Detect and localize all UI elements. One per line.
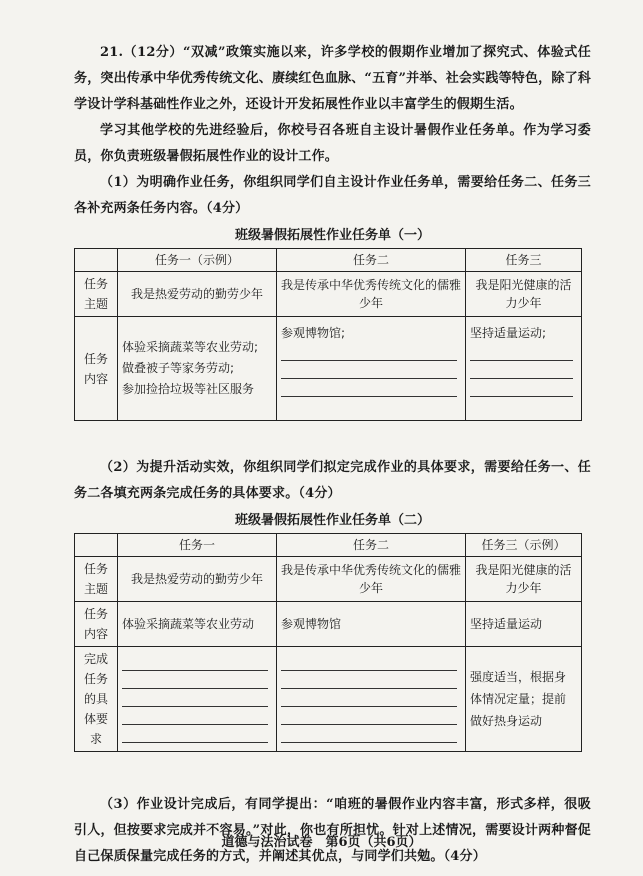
answer-blank-line[interactable]	[281, 364, 457, 379]
table1-theme-task2: 我是传承中华优秀传统文化的儒雅少年	[277, 272, 466, 317]
table2-theme-task2: 我是传承中华优秀传统文化的儒雅少年	[277, 557, 466, 602]
table1-row-content-label: 任务内容	[75, 317, 118, 421]
table2-content-task3: 坚持适量运动	[466, 602, 582, 647]
table1-header-task2: 任务二	[277, 249, 466, 272]
table2-req-task3: 强度适当，根据身体情况定量；提前做好热身运动	[466, 647, 582, 752]
task1-content-item: 体验采摘蔬菜等农业劳动;	[122, 340, 259, 354]
answer-blank-line[interactable]	[122, 656, 268, 671]
table2-header-task3: 任务三（示例）	[466, 534, 582, 557]
answer-blank-line[interactable]	[281, 656, 457, 671]
answer-blank-line[interactable]	[122, 728, 268, 743]
question-part1: （1）为明确作业任务，你组织同学们自主设计作业任务单，需要给任务二、任务三各补充两条任务内容。（4分）	[74, 175, 591, 216]
table2-corner	[75, 534, 118, 557]
answer-blank-line[interactable]	[281, 382, 457, 397]
answer-blank-line[interactable]	[281, 692, 457, 707]
task3-content-item: 坚持适量运动;	[470, 326, 547, 340]
table2-theme-task3: 我是阳光健康的活力少年	[466, 557, 582, 602]
table2-req-task1	[118, 647, 277, 752]
table2-theme-task1: 我是热爱劳动的勤劳少年	[118, 557, 277, 602]
answer-blank-line[interactable]	[470, 346, 573, 361]
table2-header-task2: 任务二	[277, 534, 466, 557]
table1-corner	[75, 249, 118, 272]
table1-content-task2	[277, 317, 466, 421]
task-table-2	[74, 533, 582, 752]
table2-content-task1: 体验采摘蔬菜等农业劳动	[118, 602, 277, 647]
question-intro: 21.（12分）“双减”政策实施以来，许多学校的假期作业增加了探究式、体验式任务，突出传承中华优秀传统文化、赓续红色血脉、“五育”并举、社会实践等特色，除了科学设计学科基础性作业之外，还设计开发拓展性作业以丰富学生的假期生活。	[74, 45, 591, 112]
answer-blank-line[interactable]	[281, 346, 457, 361]
answer-blank-line[interactable]	[281, 728, 457, 743]
table1-title: 班级暑假拓展性作业任务单（一）	[234, 228, 430, 243]
table1-header-task3: 任务三	[466, 249, 582, 272]
answer-blank-line[interactable]	[122, 710, 268, 725]
page-footer: 道德与法治试卷 第6页（共6页）	[221, 835, 422, 850]
question-part3: （3）作业设计完成后，有同学提出：“咱班的暑假作业内容丰富，形式多样，很吸引人，但按要求完成并不容易。”对此，你也有所担忧。针对上述情况，需要设计两种督促自己保质保量完成任务的方式，并阐述其优点，与同学们共勉。（4分）	[74, 797, 591, 864]
answer-blank-line[interactable]	[122, 692, 268, 707]
table1-theme-task1: 我是热爱劳动的勤劳少年	[118, 272, 277, 317]
table1-row-theme-label: 任务主题	[75, 272, 118, 317]
answer-blank-line[interactable]	[122, 674, 268, 689]
table1-content-task3	[466, 317, 582, 421]
table2-row-req-label	[75, 647, 118, 752]
answer-blank-line[interactable]	[281, 710, 457, 725]
task2-content-item: 参观博物馆;	[281, 326, 346, 340]
req-label-text: 完成任务的具体要求	[83, 652, 108, 746]
task1-content-item: 参加捡拾垃圾等社区服务	[122, 382, 255, 396]
table2-req-task2	[277, 647, 466, 752]
table1-theme-task3: 我是阳光健康的活力少年	[466, 272, 582, 317]
table2-content-task2: 参观博物馆	[277, 602, 466, 647]
question-context: 学习其他学校的先进经验后，你校号召各班自主设计暑假作业任务单。作为学习委员，你负责班级暑假拓展性作业的设计工作。	[74, 123, 591, 164]
table1-content-task1	[118, 317, 277, 421]
table2-row-theme-label: 任务主题	[75, 557, 118, 602]
table2-title: 班级暑假拓展性作业任务单（二）	[234, 513, 430, 528]
answer-blank-line[interactable]	[470, 364, 573, 379]
table1-header-task1: 任务一（示例）	[118, 249, 277, 272]
task-table-1	[74, 248, 582, 421]
table2-header-task1: 任务一	[118, 534, 277, 557]
table2-row-content-label: 任务内容	[75, 602, 118, 647]
answer-blank-line[interactable]	[470, 382, 573, 397]
answer-blank-line[interactable]	[281, 674, 457, 689]
question-part2: （2）为提升活动实效，你组织同学们拟定完成作业的具体要求，需要给任务一、任务二各填充两条完成任务的具体要求。（4分）	[74, 460, 591, 501]
task1-content-item: 做叠被子等家务劳动;	[122, 361, 235, 375]
